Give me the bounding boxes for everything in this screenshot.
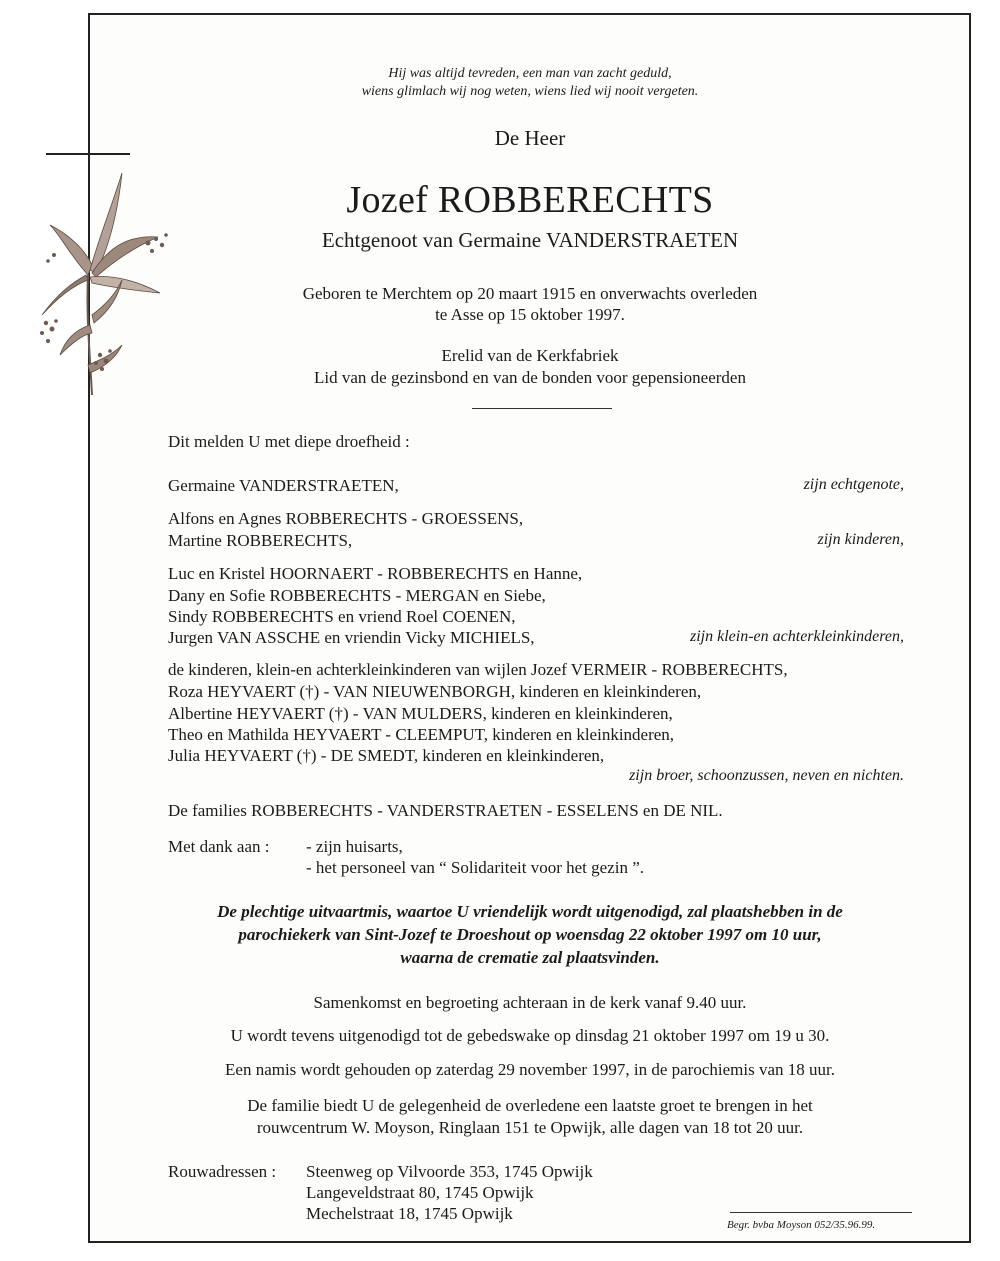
birth-line-2: te Asse op 15 oktober 1997.: [435, 305, 625, 324]
address-line-2: Langeveldstraat 80, 1745 Opwijk: [306, 1183, 534, 1202]
printer-credit: Begr. bvba Moyson 052/35.96.99.: [727, 1219, 876, 1231]
honors-line-2: Lid van de gezinsbond en van de bonden voor gepensioneerden: [314, 368, 746, 387]
spouse-line: Echtgenoot van Germaine VANDERSTRAETEN: [321, 228, 739, 252]
title-de-heer: De Heer: [494, 126, 566, 150]
cross-horizontal-bar: [46, 153, 130, 155]
grandchildren-line-2: Dany en Sofie ROBBERECHTS - MERGAN en Siebe,: [168, 586, 546, 605]
separator-line: [472, 408, 612, 409]
farewell-line-1: De familie biedt U de gelegenheid de overledene een laatste groet te brengen in het: [247, 1096, 813, 1115]
funeral-line-2: parochiekerk van Sint-Jozef te Droeshout op woensdag 22 oktober 1997 om 10 uur,: [238, 925, 822, 944]
siblings-line-3: Albertine HEYVAERT (†) - VAN MULDERS, kinderen en kleinkinderen,: [168, 704, 673, 723]
motto-line-2: wiens glimlach wij nog weten, wiens lied wij nooit vergeten.: [361, 84, 699, 99]
wake-line: U wordt tevens uitgenodigd tot de gebedswake op dinsdag 21 oktober 1997 om 19 u 30.: [230, 1026, 830, 1045]
printer-separator: [730, 1212, 912, 1213]
farewell-line-2: rouwcentrum W. Moyson, Ringlaan 151 te Opwijk, alle dagen van 18 tot 20 uur.: [256, 1118, 804, 1137]
birth-line-1: Geboren te Merchtem op 20 maart 1915 en onverwachts overleden: [302, 284, 758, 303]
grandchildren-relation: zijn klein-en achterkleinkinderen,: [690, 628, 904, 645]
addresses-label: Rouwadressen :: [168, 1162, 277, 1181]
children-line-2: Martine ROBBERECHTS,: [168, 531, 353, 550]
honors-line-1: Erelid van de Kerkfabriek: [441, 346, 619, 365]
grandchildren-line-3: Sindy ROBBERECHTS en vriend Roel COENEN,: [168, 607, 516, 626]
wife-name: Germaine VANDERSTRAETEN,: [168, 476, 399, 495]
children-relation: zijn kinderen,: [817, 531, 904, 548]
thanks-line-2: - het personeel van “ Solidariteit voor het gezin ”.: [306, 858, 644, 877]
grandchildren-line-1: Luc en Kristel HOORNAERT - ROBBERECHTS en Hanne,: [168, 564, 583, 583]
motto-line-1: Hij was altijd tevreden, een man van zacht geduld,: [388, 66, 672, 81]
gathering-line: Samenkomst en begroeting achteraan in de kerk vanaf 9.40 uur.: [313, 993, 747, 1012]
siblings-line-4: Theo en Mathilda HEYVAERT - CLEEMPUT, kinderen en kleinkinderen,: [168, 725, 675, 744]
wife-relation: zijn echtgenote,: [803, 476, 904, 493]
funeral-line-3: waarna de crematie zal plaatsvinden.: [400, 948, 660, 967]
siblings-relation: zijn broer, schoonzussen, neven en nichten.: [629, 767, 904, 784]
siblings-line-5: Julia HEYVAERT (†) - DE SMEDT, kinderen en kleinkinderen,: [168, 746, 605, 765]
thanks-label: Met dank aan :: [168, 837, 270, 856]
siblings-line-1: de kinderen, klein-en achterkleinkinderen van wijlen Jozef VERMEIR - ROBBERECHTS,: [168, 660, 788, 679]
children-line-1: Alfons en Agnes ROBBERECHTS - GROESSENS,: [168, 509, 524, 528]
siblings-line-2: Roza HEYVAERT (†) - VAN NIEUWENBORGH, kinderen en kleinkinderen,: [168, 682, 702, 701]
thanks-line-1: - zijn huisarts,: [306, 837, 403, 856]
grandchildren-line-4: Jurgen VAN ASSCHE en vriendin Vicky MICHIELS,: [168, 628, 535, 647]
deceased-name: Jozef ROBBERECHTS: [346, 179, 714, 221]
mass-line: Een namis wordt gehouden op zaterdag 29 november 1997, in de parochiemis van 18 uur.: [225, 1060, 835, 1079]
address-line-1: Steenweg op Vilvoorde 353, 1745 Opwijk: [306, 1162, 593, 1181]
address-line-3: Mechelstraat 18, 1745 Opwijk: [306, 1204, 513, 1223]
funeral-line-1: De plechtige uitvaartmis, waartoe U vriendelijk wordt uitgenodigd, zal plaatshebben in de: [217, 902, 843, 921]
intro-text: Dit melden U met diepe droefheid :: [168, 432, 410, 451]
families-line: De families ROBBERECHTS - VANDERSTRAETEN - ESSELENS en DE NIL.: [168, 801, 723, 820]
